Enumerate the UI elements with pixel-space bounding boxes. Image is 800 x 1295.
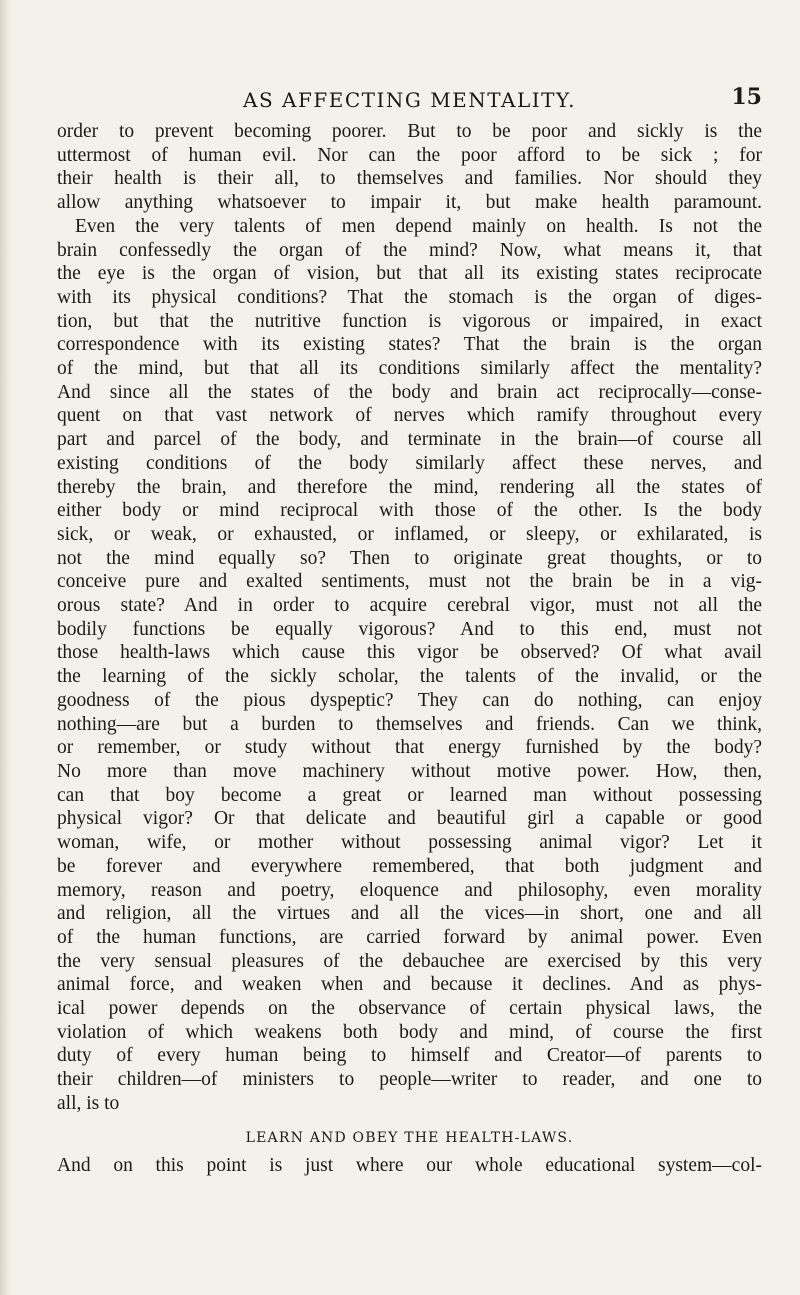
section-heading: LEARN AND OBEY THE HEALTH-LAWS. <box>245 1129 574 1146</box>
page-gutter <box>0 0 12 1295</box>
book-page <box>57 0 762 1177</box>
text-line: thereby the brain, and therefore the mind, rendering all the states of <box>57 476 762 498</box>
text-line: woman, wife, or mother without possessing animal vigor? Let it <box>57 832 762 854</box>
text-line: nothing—are but a burden to themselves and friends. Can we think, <box>57 713 762 735</box>
text-line: uttermost of human evil. Nor can the poor afford to be sick ; for <box>57 144 762 166</box>
text-line: conceive pure and exalted sentiments, must not the brain be in a vig- <box>57 571 762 593</box>
text-line: goodness of the pious dyspeptic? They can do nothing, can enjoy <box>57 689 762 711</box>
text-line: with its physical conditions? That the stomach is the organ of diges- <box>57 286 762 308</box>
text-line: be forever and everywhere remembered, that both judgment and <box>57 855 762 877</box>
text-line: animal force, and weaken when and because it declines. And as phys- <box>57 974 762 996</box>
running-title: AS AFFECTING MENTALITY. <box>243 88 576 112</box>
text-line: the learning of the sickly scholar, the talents of the invalid, or the <box>57 666 762 688</box>
text-line: duty of every human being to himself and Creator—of parents to <box>57 1045 762 1067</box>
page-number: 15 <box>731 84 762 110</box>
text-line: can that boy become a great or learned man without possessing <box>57 784 762 806</box>
text-line: brain confessedly the organ of the mind? Now, what means it, that <box>57 239 762 261</box>
text-line: of the mind, but that all its conditions similarly affect the mentality? <box>57 358 762 380</box>
text-line: bodily functions be equally vigorous? And to this end, must not <box>57 618 762 640</box>
text-line: and religion, all the virtues and all the vices—in short, one and all <box>57 903 762 925</box>
text-line: all, is to <box>57 1092 120 1114</box>
text-line: existing conditions of the body similarly affect these nerves, and <box>57 452 762 474</box>
text-line: No more than move machinery without motive power. How, then, <box>57 760 762 782</box>
text-line: or remember, or study without that energy furnished by the body? <box>57 737 762 759</box>
text-line: those health-laws which cause this vigor be observed? Of what avail <box>57 642 762 664</box>
text-line: the very sensual pleasures of the debauchee are exercised by this very <box>57 950 762 972</box>
text-line: tion, but that the nutritive function is vigorous or impaired, in exact <box>57 310 762 332</box>
text-line: their health is their all, to themselves and families. Nor should they <box>57 168 762 190</box>
text-line: the eye is the organ of vision, but that all its existing states reciprocate <box>57 263 762 285</box>
text-line: And since all the states of the body and brain act reciprocally—conse- <box>57 381 762 403</box>
text-line: memory, reason and poetry, eloquence and philosophy, even morality <box>57 879 762 901</box>
page-header <box>57 0 762 120</box>
text-line: allow anything whatsoever to impair it, but make health paramount. <box>57 192 762 214</box>
text-line: orous state? And in order to acquire cerebral vigor, must not all the <box>57 595 762 617</box>
text-line: physical vigor? Or that delicate and beautiful girl a capable or good <box>57 808 762 830</box>
text-line: of the human functions, are carried forward by animal power. Even <box>57 926 762 948</box>
text-line: correspondence with its existing states? That the brain is the organ <box>57 334 762 356</box>
text-line: sick, or weak, or exhausted, or inflamed, or sleepy, or exhilarated, is <box>57 523 762 545</box>
text-line: either body or mind reciprocal with those of the other. Is the body <box>57 500 762 522</box>
text-line: Even the very talents of men depend mainly on health. Is not the <box>75 215 762 237</box>
body-text <box>57 120 762 1116</box>
text-line: violation of which weakens both body and mind, of course the first <box>57 1021 762 1043</box>
text-line: quent on that vast network of nerves which ramify throughout every <box>57 405 762 427</box>
text-line: ical power depends on the observance of certain physical laws, the <box>57 998 762 1020</box>
text-line: part and parcel of the body, and terminate in the brain—of course all <box>57 429 762 451</box>
text-line: And on this point is just where our whole educational system—col- <box>57 1154 762 1176</box>
text-line: not the mind equally so? Then to originate great thoughts, or to <box>57 547 762 569</box>
text-line: their children—of ministers to people—writer to reader, and one to <box>57 1069 762 1091</box>
body-line-final <box>57 1154 762 1178</box>
text-line: order to prevent becoming poorer. But to be poor and sickly is the <box>57 121 762 142</box>
